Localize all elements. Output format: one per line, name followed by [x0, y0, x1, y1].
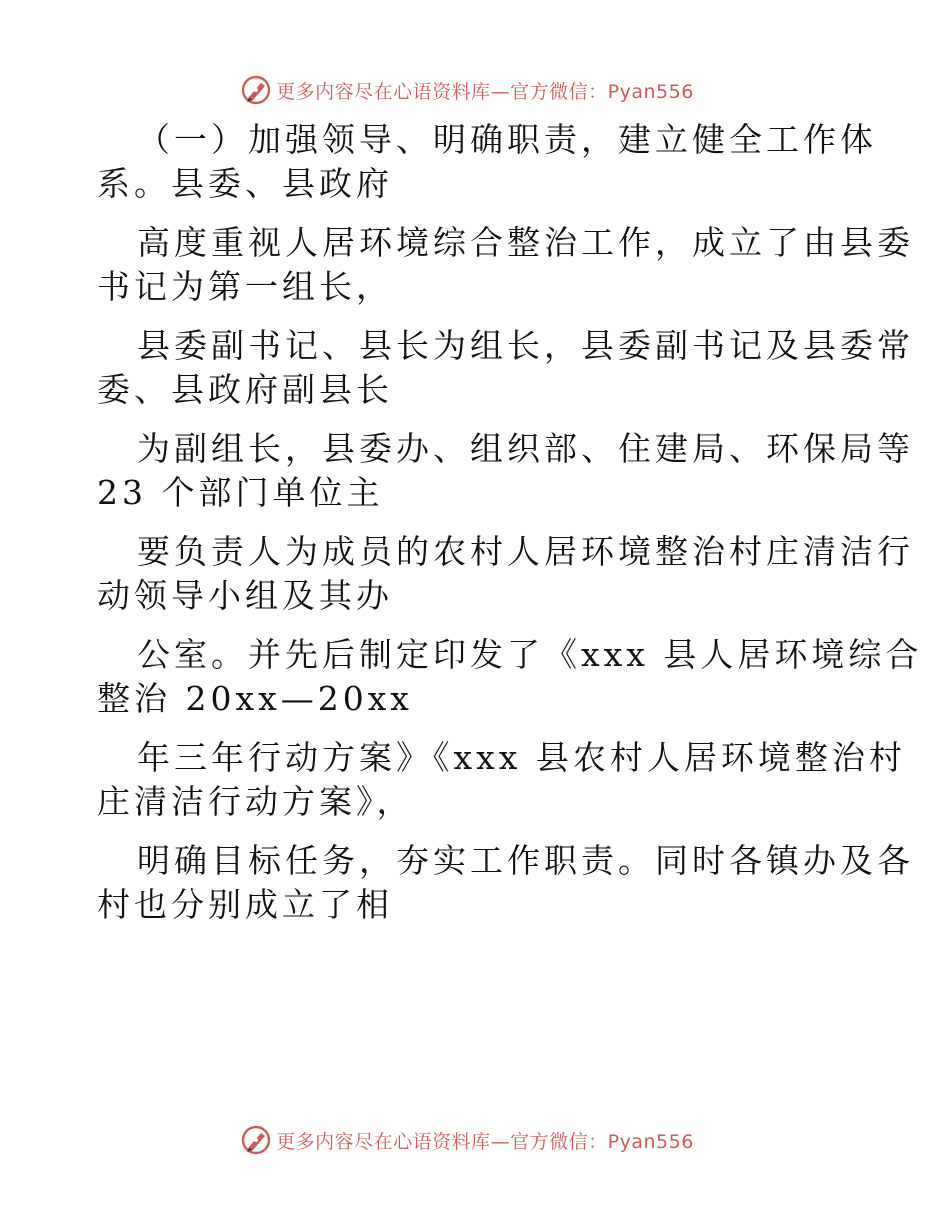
pen-circle-logo-icon [240, 74, 272, 106]
paragraph-line: 23 个部门单位主 [97, 473, 384, 512]
paragraph-line: 县委副书记、县长为组长，县委副书记及县委常 [137, 326, 914, 365]
paragraph-line: 动领导小组及其办 [97, 576, 393, 615]
document-body [97, 118, 923, 942]
paragraph-line: 要负责人为成员的农村人居环境整治村庄清洁行 [137, 532, 914, 571]
paragraph-line: 公室。并先后制定印发了《xxx 县人居环境综合 [137, 635, 923, 674]
paragraph-line: 委、县政府副县长 [97, 370, 393, 409]
paragraph-line: 庄清洁行动方案》， [97, 782, 414, 821]
header-banner-text: 更多内容尽在心语资料库—官方微信：Pyan556 [276, 80, 694, 103]
paragraph-line: 书记为第一组长， [97, 267, 393, 306]
footer-banner [0, 1120, 950, 1160]
paragraph-line: 高度重视人居环境综合整治工作，成立了由县委 [137, 223, 914, 262]
paragraph-line: 年三年行动方案》《xxx 县农村人居环境整治村 [137, 738, 906, 777]
header-banner-inner [240, 74, 694, 106]
paragraph-line: （一）加强领导、明确职责，建立健全工作体 [137, 120, 877, 159]
header-banner [0, 70, 950, 110]
paragraph-line: 为副组长，县委办、组织部、住建局、环保局等 [137, 429, 914, 468]
paragraph-line: 系。县委、县政府 [97, 164, 393, 203]
paragraph-line: 明确目标任务，夯实工作职责。同时各镇办及各 [137, 841, 914, 880]
pen-circle-logo-icon [240, 1124, 272, 1156]
footer-banner-text: 更多内容尽在心语资料库—官方微信：Pyan556 [276, 1130, 694, 1153]
paragraph-line: 整治 20xx—20xx [97, 679, 413, 718]
paragraph-line: 村也分别成立了相 [97, 885, 393, 924]
footer-banner-inner [240, 1124, 694, 1156]
